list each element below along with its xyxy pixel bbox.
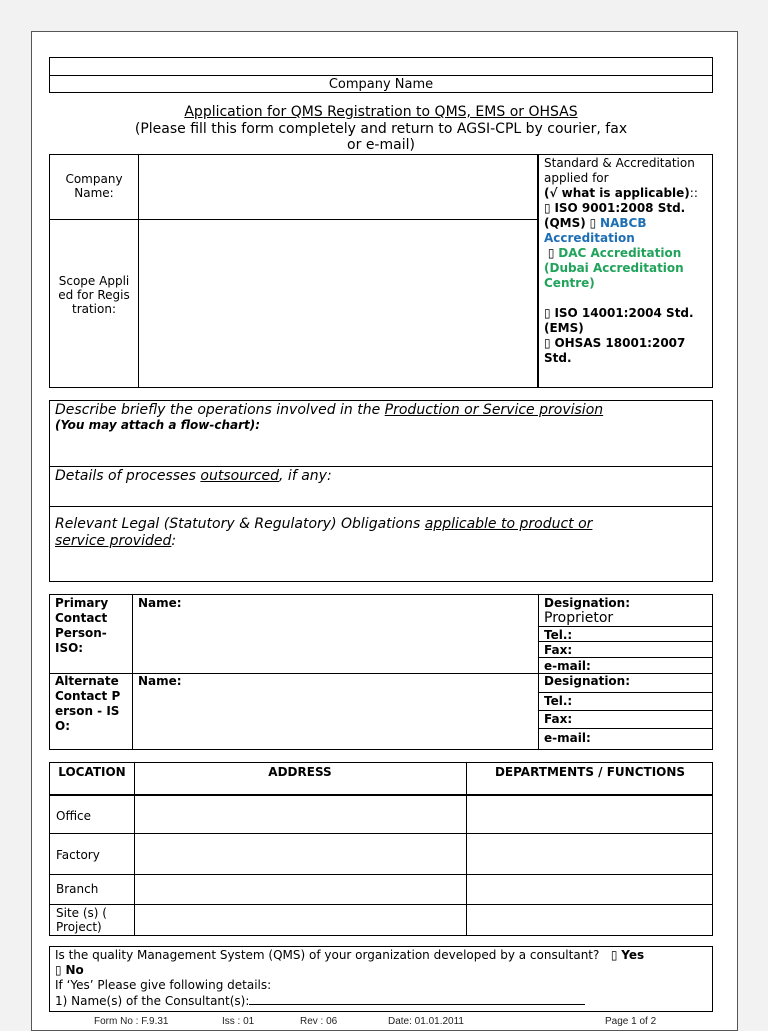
company-name-header <box>49 57 713 93</box>
dac-label: DAC Accreditation (Dubai Accreditation Centre) <box>544 246 684 290</box>
iso14001-label: ISO 14001:2004 Std. (EMS) <box>544 306 694 335</box>
company-name-title: Company Name <box>328 77 434 92</box>
primary-name-field[interactable] <box>180 596 534 672</box>
iso9001-label: ISO 9001:2008 Std. (QMS) <box>544 201 686 230</box>
yes-checkbox[interactable]: ▯ <box>610 948 618 962</box>
locations-table <box>49 762 713 936</box>
operations-table <box>49 400 713 582</box>
iso9001-checkbox[interactable]: ▯ <box>544 201 551 215</box>
form-instructions-line2: or e-mail) <box>347 137 415 153</box>
primary-designation-value[interactable]: Proprietor <box>544 610 614 626</box>
address-header: ADDRESS <box>268 765 332 779</box>
alternate-contact-label: Alternate Contact Person - ISO: <box>55 674 121 733</box>
consultant-name-field[interactable] <box>249 993 585 1005</box>
location-row-office: Office <box>56 809 92 823</box>
legal-question: Relevant Legal (Statutory & Regulatory) Obligations applicable to product or service provided: <box>55 516 593 549</box>
consultant-question-block <box>55 948 709 1009</box>
primary-email-label: e-mail: <box>544 659 591 673</box>
location-row-site: Site (s) ( Project) <box>56 906 107 934</box>
standards-check-note: (√ what is applicable) <box>544 186 690 200</box>
operations-question: Describe briefly the operations involved in the Production or Service provision <box>55 402 604 418</box>
footer-iss: Iss : 01 <box>222 1016 255 1027</box>
operations-field[interactable] <box>51 434 711 465</box>
company-name-label: Company Name: <box>65 172 123 200</box>
alternate-tel-label: Tel.: <box>544 694 573 708</box>
footer-rev: Rev : 06 <box>300 1016 338 1027</box>
alternate-name-field[interactable] <box>180 674 534 748</box>
primary-name-label: Name: <box>138 596 182 610</box>
scope-field[interactable] <box>140 221 536 387</box>
standards-check-suffix: :: <box>689 186 698 200</box>
form-instructions-line1: (Please fill this form completely and return to AGSI-CPL by courier, fax <box>134 121 628 137</box>
location-row-branch: Branch <box>56 882 99 896</box>
alternate-designation-label: Designation: <box>544 674 631 688</box>
operations-note: (You may attach a flow-chart): <box>55 418 261 432</box>
standards-panel <box>544 156 712 366</box>
if-yes-text: If ‘Yes’ Please give following details: <box>55 978 272 992</box>
ohsas-checkbox[interactable]: ▯ <box>544 336 551 350</box>
primary-fax-label: Fax: <box>544 643 573 657</box>
outsourced-field[interactable] <box>51 485 711 505</box>
no-checkbox[interactable]: ▯ <box>55 963 62 977</box>
location-header: LOCATION <box>58 765 126 779</box>
company-name-field[interactable] <box>140 156 536 218</box>
legal-field[interactable] <box>51 553 711 581</box>
footer-page: Page 1 of 2 <box>605 1016 657 1027</box>
primary-contact-label: Primary Contact Person-ISO: <box>55 596 109 655</box>
location-row-factory: Factory <box>56 848 100 862</box>
consultant-question: Is the quality Management System (QMS) of your organization developed by a consultant? <box>55 948 600 962</box>
nabcb-label: NABCB Accreditation <box>544 216 647 245</box>
primary-designation-label: Designation: <box>544 596 631 610</box>
alternate-fax-label: Fax: <box>544 712 573 726</box>
departments-header: DEPARTMENTS / FUNCTIONS <box>494 765 686 779</box>
form-page <box>31 31 738 1031</box>
dac-checkbox[interactable]: ▯ <box>547 246 555 260</box>
standards-intro: Standard & Accreditation applied for <box>544 156 695 185</box>
form-title: Application for QMS Registration to QMS, EMS or OHSAS <box>184 104 578 120</box>
alternate-email-label: e-mail: <box>544 731 591 745</box>
ohsas-label: OHSAS 18001:2007 Std. <box>544 336 686 365</box>
no-label: No <box>65 963 84 977</box>
scope-label: Scope Applied for Registration: <box>58 274 130 316</box>
company-scope-table <box>49 154 713 388</box>
footer-date: Date: 01.01.2011 <box>388 1016 464 1027</box>
nabcb-checkbox[interactable]: ▯ <box>589 216 597 230</box>
yes-label: Yes <box>621 948 645 962</box>
consultant-name-label: 1) Name(s) of the Consultant(s): <box>55 994 250 1008</box>
alternate-name-label: Name: <box>138 674 182 688</box>
iso14001-checkbox[interactable]: ▯ <box>544 306 551 320</box>
outsourced-question: Details of processes outsourced, if any: <box>55 468 332 484</box>
consultant-section <box>49 946 713 1012</box>
contacts-table <box>49 594 713 750</box>
primary-tel-label: Tel.: <box>544 628 573 642</box>
footer-form-no: Form No : F.9.31 <box>94 1016 169 1027</box>
